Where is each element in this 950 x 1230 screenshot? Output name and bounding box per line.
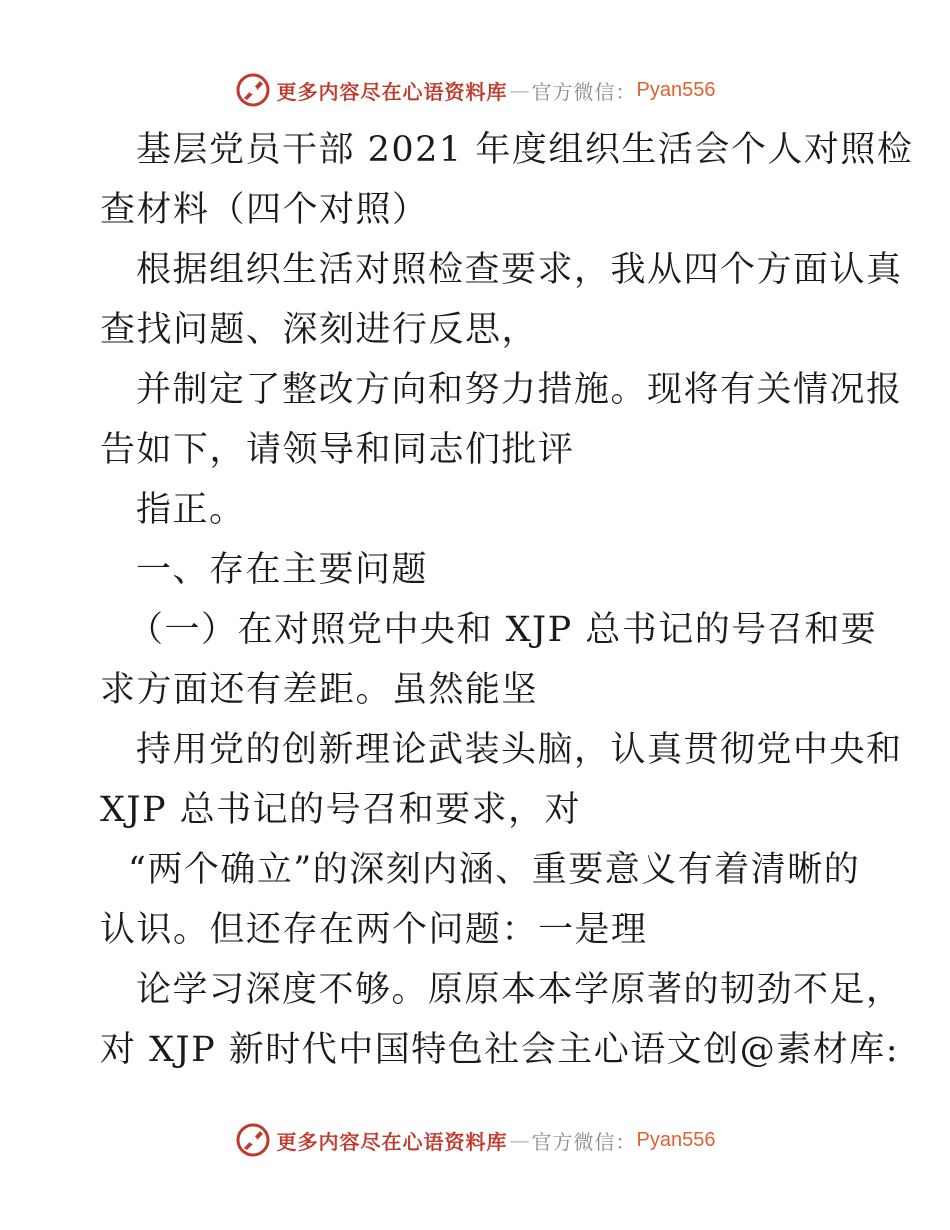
title-line-2: 查材料（四个对照） bbox=[100, 190, 429, 230]
section-heading: 一、存在主要问题 bbox=[136, 550, 429, 590]
watermark-wechat-label: 官方微信： bbox=[531, 1129, 637, 1154]
paragraph-line: 并制定了整改方向和努力措施。现将有关情况报 bbox=[136, 370, 903, 410]
watermark-dash: — bbox=[509, 1128, 530, 1152]
document-body bbox=[100, 120, 914, 1080]
paragraph-line: 持用党的创新理论武装头脑，认真贯彻党中央和 bbox=[136, 730, 903, 770]
header-watermark bbox=[0, 70, 950, 110]
title-line-1: 基层党员干部 2021 年度组织生活会个人对照检 bbox=[136, 130, 914, 170]
subsection-heading: （一）在对照党中央和 XJP 总书记的号召和要 bbox=[128, 610, 878, 650]
paragraph-line: 论学习深度不够。原原本本学原著的韧劲不足， bbox=[136, 970, 903, 1010]
footer-watermark bbox=[0, 1120, 950, 1160]
paragraph-line: 认识。但还存在两个问题：一是理 bbox=[100, 910, 648, 950]
paragraph-line: “两个确立”的深刻内涵、重要意义有着清晰的 bbox=[128, 850, 861, 890]
quill-circle-logo-icon bbox=[235, 1122, 271, 1158]
watermark-text: 更多内容尽在心语资料库 bbox=[276, 79, 508, 104]
paragraph-line: 求方面还有差距。虽然能坚 bbox=[100, 670, 539, 710]
watermark-wechat-id: Pyan556 bbox=[636, 1128, 716, 1151]
watermark-wechat-id: Pyan556 bbox=[636, 78, 716, 101]
watermark-text: 更多内容尽在心语资料库 bbox=[276, 1129, 508, 1154]
quill-circle-logo-icon bbox=[235, 72, 271, 108]
paragraph-line: 告如下，请领导和同志们批评 bbox=[100, 430, 575, 470]
paragraph-line: 指正。 bbox=[136, 490, 246, 530]
paragraph-line: 查找问题、深刻进行反思， bbox=[100, 310, 539, 350]
paragraph-line: 根据组织生活对照检查要求，我从四个方面认真 bbox=[136, 250, 903, 290]
watermark-dash: — bbox=[509, 78, 530, 102]
paragraph-line: 对 XJP 新时代中国特色社会主心语文创@素材库: bbox=[100, 1030, 900, 1070]
watermark-wechat-label: 官方微信： bbox=[531, 79, 637, 104]
paragraph-line: XJP 总书记的号召和要求，对 bbox=[100, 790, 582, 830]
